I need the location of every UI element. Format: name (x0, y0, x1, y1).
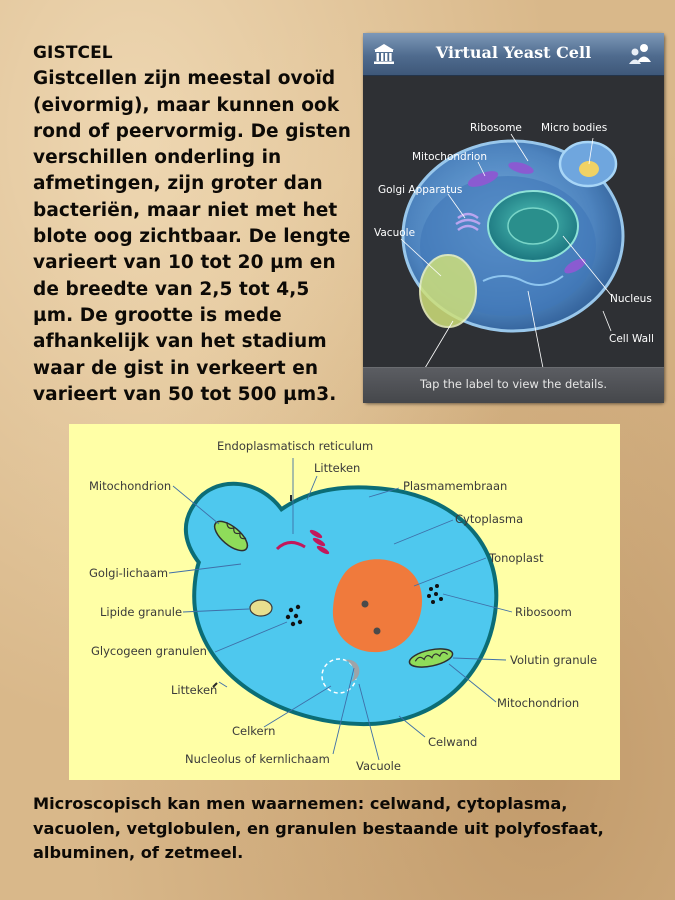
label-cell-wall[interactable]: Cell Wall (609, 333, 654, 345)
intro-text-block (33, 40, 353, 408)
label-mitochondrion-right: Mitochondrion (497, 696, 580, 710)
label-golgi-apparatus[interactable]: Golgi Apparatus (378, 184, 463, 196)
panel-footer (363, 367, 664, 403)
intro-paragraph: Gistcellen zijn meestal ovoïd (eivormig), maar kunnen ook rond of peervormig. De gisten verschillen onderling in afmetingen, zijn groter dan bacteriën, maar niet met het blote oog zichtbaar. De lengte varieert van 10 tot 20 µm en de breedte van 2,5 tot 4,5 µm. De grootte is mede afhankelijk van het stadium waar de gist in verkeert en varieert van 50 tot 500 µm3. (33, 68, 351, 405)
label-nucleus[interactable]: Nucleus (610, 293, 652, 305)
label-tonoplast: Tonoplast (489, 551, 544, 565)
panel-title: Virtual Yeast Cell (435, 43, 592, 62)
yeast-cell-3d-illustration (363, 76, 664, 369)
label-vacuole[interactable]: Vacuole (374, 227, 416, 239)
label-lipide-granule: Lipide granule (100, 605, 183, 619)
label-micro-bodies[interactable]: Micro bodies (541, 122, 608, 134)
microscopy-paragraph: Microscopisch kan men waarnemen: celwand, cytoplasma, vacuolen, vetglobulen, en granulen bestaande uit polyfosfaat, albuminen, of zetmeel. (33, 794, 604, 862)
label-glycogeen-granulen: Glycogeen granulen (91, 644, 207, 658)
label-litteken-bottom: Litteken (171, 683, 218, 697)
label-volutin-granule: Volutin granule (510, 653, 598, 667)
people-icon[interactable] (627, 42, 653, 66)
yeast-cell-2d-illustration (69, 424, 620, 780)
labeled-yeast-cell-diagram (69, 424, 620, 780)
panel-header (363, 33, 664, 76)
lipid-granule-shape (250, 600, 272, 616)
label-endoplasmatisch-reticulum: Endoplasmatisch reticulum (217, 439, 374, 453)
label-litteken-top: Litteken (314, 461, 361, 475)
label-ribosome[interactable]: Ribosome (470, 122, 522, 134)
virtual-yeast-cell-panel (363, 33, 664, 403)
page-title: GISTCEL (33, 43, 113, 63)
label-ribosoom: Ribosoom (515, 605, 572, 619)
label-mitochondrion[interactable]: Mitochondrion (412, 151, 488, 163)
label-golgi-lichaam: Golgi-lichaam (89, 566, 169, 580)
label-celwand: Celwand (428, 735, 478, 749)
label-plasmamembraan: Plasmamembraan (403, 479, 508, 493)
footer-hint: Tap the label to view the details. (420, 377, 607, 391)
label-mitochondrion-left: Mitochondrion (89, 479, 172, 493)
label-cytoplasma: Cytoplasma (455, 512, 524, 526)
label-celkern: Celkern (232, 724, 276, 738)
label-vacuole: Vacuole (356, 759, 401, 773)
label-nucleolus: Nucleolus of kernlichaam (185, 752, 330, 766)
